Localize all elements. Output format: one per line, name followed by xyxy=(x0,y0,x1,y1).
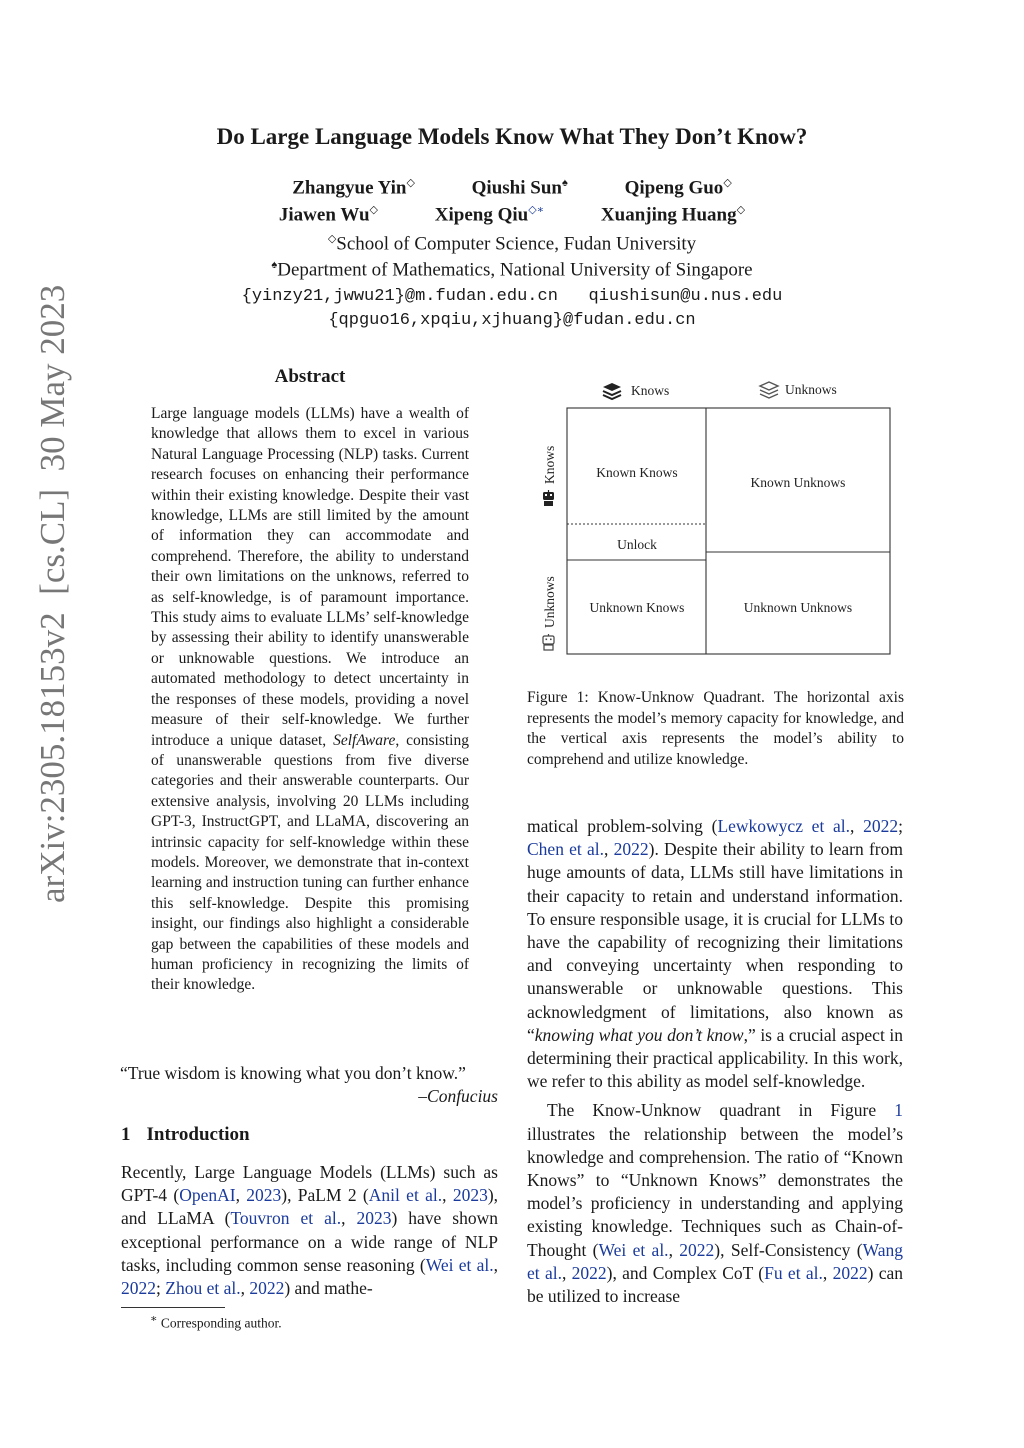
citation-link[interactable]: 2022 xyxy=(613,839,649,860)
text-run: ) and mathe- xyxy=(284,1278,373,1299)
citation-link[interactable]: Touvron et al. xyxy=(230,1208,342,1229)
figure-know-unknow-quadrant xyxy=(527,372,904,662)
arxiv-identifier: arXiv:2305.18153v2 [cs.CL] 30 May 2023 xyxy=(33,284,72,903)
robot-outline-icon xyxy=(543,634,554,650)
text-run: , xyxy=(341,1208,357,1229)
text-run: , xyxy=(240,1278,250,1299)
text-run: ), and LLaMA ( xyxy=(121,1185,499,1229)
text-run: illustrates the relationship between the model’s knowledge and comprehension. The ratio of “Known Knows” to “Unknown Knows” demonstrates the model’s proficiency in understanding and applying existing knowledge. Techniques such as Chain-of-Thought ( xyxy=(527,1123,903,1260)
cell-unlock: Unlock xyxy=(617,537,657,552)
citation-link[interactable]: 2023 xyxy=(246,1185,282,1206)
citation-link[interactable]: Zhou et al. xyxy=(165,1278,241,1299)
citation-link[interactable]: Lewkowycz et al. xyxy=(717,816,851,836)
author-row-1 xyxy=(0,176,1024,199)
robot-icon xyxy=(543,490,554,506)
row-header-unknows: Unknows xyxy=(542,576,557,628)
text-run: ), Self-Consistency ( xyxy=(714,1239,863,1260)
unknown-stack-icon xyxy=(760,382,778,398)
row-header-knows: Knows xyxy=(542,445,557,484)
section-heading: 1 Introduction xyxy=(121,1124,250,1145)
email-line: {yinzy21,jwwu21}@m.fudan.edu.cn qiushisun@u.nus.edu xyxy=(241,287,783,306)
author: Xuanjing Huang◇ xyxy=(600,204,746,226)
citation-link[interactable]: Wei et al. xyxy=(598,1239,669,1260)
text-run: Recently, Large Language Models (LLMs) such as GPT-4 ( xyxy=(121,1162,498,1206)
citation-link[interactable]: Wang et al. xyxy=(527,1239,903,1283)
text-run: , xyxy=(493,1254,498,1275)
author: Jiawen Wu◇ xyxy=(278,204,379,226)
citation-link[interactable]: 2022 xyxy=(679,1239,715,1260)
citation-link[interactable]: OpenAI xyxy=(179,1185,236,1206)
citation-link[interactable]: 1 xyxy=(894,1100,903,1121)
citation-link[interactable]: Fu et al. xyxy=(764,1262,823,1283)
text-run: ), PaLM 2 ( xyxy=(281,1185,369,1206)
epigraph xyxy=(120,1062,498,1108)
author: Qipeng Guo◇ xyxy=(624,177,732,199)
paragraph xyxy=(527,815,903,1093)
author-row-2 xyxy=(0,203,1024,226)
text-run: ), and Complex CoT ( xyxy=(606,1262,765,1283)
footnote: ∗ Corresponding author. xyxy=(150,1313,282,1331)
author: Zhangyue Yin◇ xyxy=(292,177,415,199)
text-run: ; xyxy=(898,816,904,836)
author: Qiushi Sun♠ xyxy=(471,177,568,199)
citation-link[interactable]: 2022 xyxy=(121,1278,156,1299)
quote-attribution: –Confucius xyxy=(418,1086,498,1106)
citation-link[interactable]: 2022 xyxy=(249,1278,285,1299)
email-line: {qpguo16,xpqiu,xjhuang}@fudan.edu.cn xyxy=(328,311,696,330)
text-run: The Know-Unknow quadrant in Figure xyxy=(547,1100,895,1121)
text-run: matical problem-solving ( xyxy=(527,816,718,836)
citation-link[interactable]: 2022 xyxy=(863,816,899,836)
text-run: , xyxy=(668,1239,680,1260)
text-run: , xyxy=(850,816,864,836)
text-run: ). Despite their ability to learn from huge amounts of data, LLMs still have limitations in their capacity to retain and understand information. To ensure responsible usage, it is crucial for LLMs to have the capability of recognizing their limitations and conveying uncertainty when responding to unanswerable or unknowable questions. This acknowledgment of limitations, also known as “ xyxy=(527,839,903,1045)
text-run: , xyxy=(235,1185,247,1206)
intro-left-paragraph xyxy=(121,1161,498,1300)
col-header-unknows: Unknows xyxy=(785,382,837,397)
text-run: knowing what you don’t know xyxy=(534,1024,744,1045)
citation-link[interactable]: Anil et al. xyxy=(368,1185,443,1206)
citation-link[interactable]: 2023 xyxy=(452,1185,488,1206)
text-run: ; xyxy=(156,1278,166,1299)
text-run: , xyxy=(442,1185,453,1206)
text-run: , xyxy=(822,1262,833,1283)
col-header-knows: Knows xyxy=(631,383,670,398)
knowledge-stack-icon xyxy=(603,383,621,399)
text-run: , xyxy=(561,1262,572,1283)
paper-title: Do Large Language Models Know What They Don’t Know? xyxy=(216,124,808,149)
cell-unknown-unknows: Unknown Unknows xyxy=(743,600,853,615)
citation-link[interactable]: 2022 xyxy=(832,1262,868,1283)
author: Xipeng Qiu◇∗ xyxy=(434,204,545,226)
intro-right-column xyxy=(527,815,903,1308)
citation-link[interactable]: 2022 xyxy=(571,1262,607,1283)
cell-known-knows: Known Knows xyxy=(596,465,678,480)
text-run: , xyxy=(604,839,614,860)
text-run: ) can be utilized to increase xyxy=(527,1262,903,1307)
citation-link[interactable]: 2023 xyxy=(356,1208,392,1229)
figure-caption: Figure 1: Know-Unknow Quadrant. The horizontal axis represents the model’s memory capacity for knowledge, and the vertical axis represents the model’s ability to comprehend and utilize knowledge. xyxy=(527,689,904,768)
cell-known-unknows: Known Unknows xyxy=(750,475,846,490)
paragraph xyxy=(527,1099,903,1308)
citation-link[interactable]: Chen et al. xyxy=(527,839,605,860)
quote-text: “True wisdom is knowing what you don’t know.” xyxy=(120,1063,466,1083)
quadrant-frame xyxy=(567,408,890,654)
affiliation: ♠Department of Mathematics, National University of Singapore xyxy=(271,259,753,281)
citation-link[interactable]: Wei et al. xyxy=(425,1254,494,1275)
cell-unknown-knows: Unknown Knows xyxy=(589,600,685,615)
abstract-heading: Abstract xyxy=(274,366,346,387)
text-run: ) have shown exceptional performance on a wide range of NLP tasks, including common sense reasoning ( xyxy=(121,1208,498,1275)
footnote-rule xyxy=(121,1307,225,1308)
affiliation: ◇School of Computer Science, Fudan University xyxy=(327,233,697,255)
text-run: ,” is a crucial aspect in determining their practical applicability. In this work, we refer to this ability as model self-knowledge. xyxy=(527,1024,903,1092)
abstract-text: Large language models (LLMs) have a wealth of knowledge that allows them to excel in various Natural Language Processing (NLP) tasks. Current research focuses on enhancing their performance within their existing knowledge. Despite their vast knowledge, LLMs are still limited by the amount of information they can accommodate and comprehend. Therefore, the ability to understand their own limitations on the unknows, referred to as self-knowledge, is of paramount importance. This study aims to evaluate LLMs’ self-knowledge by assessing their ability to identify unanswerable or unknowable questions. We introduce an automated methodology to detect uncertainty in the responses of these models, providing a novel measure of their self-knowledge. We further introduce a unique dataset, SelfAware, consisting of unanswerable questions from five diverse categories and their answerable counterparts. Our extensive analysis, involving 20 LLMs including GPT-3, InstructGPT, and LLaMA, discovering an intrinsic capacity for self-knowledge within these models. Moreover, we demonstrate that in-context learning and instruction tuning can further enhance this self-knowledge. Despite this promising insight, our findings also highlight a considerable gap between the capabilities of these models and human proficiency in recognizing the limits of their knowledge. xyxy=(151,405,469,994)
